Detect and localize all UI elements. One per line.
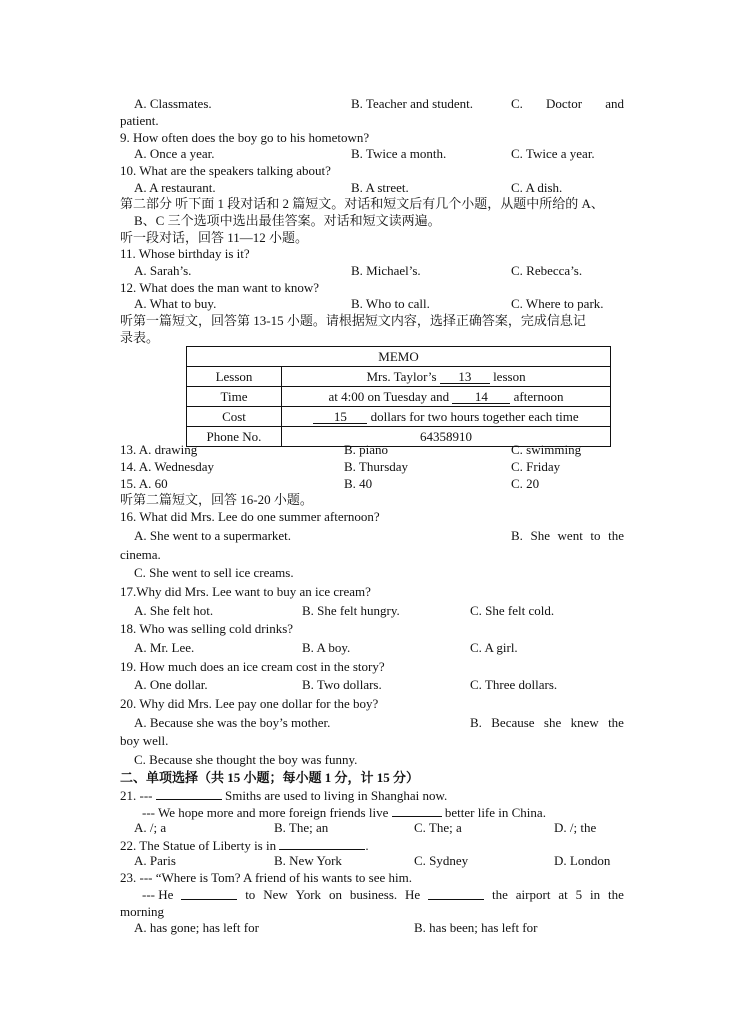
memo-table — [186, 346, 611, 447]
section2-heading: 二、单项选择（共 15 小题；每小题 1 分，计 15 分） — [120, 770, 420, 785]
q21-text: --- We hope more and more foreign friends live — [142, 805, 389, 820]
q23-word: the — [492, 887, 508, 902]
q20-stem: 20. Why did Mrs. Lee pay one dollar for the boy? — [120, 696, 379, 711]
memo-time-value — [282, 387, 611, 407]
blank-line — [428, 887, 484, 900]
passage2-instruction: 听第二篇短文，回答 16-20 小题。 — [120, 492, 313, 507]
q16-stem: 16. What did Mrs. Lee do one summer afternoon? — [120, 509, 380, 524]
q10-option-b: B. A street. — [351, 180, 409, 195]
memo-lesson-row — [187, 367, 611, 387]
q22-text: . — [365, 838, 369, 853]
q11-option-b: B. Michael’s. — [351, 263, 421, 278]
q19-option-a: A. One dollar. — [134, 677, 208, 692]
memo-cost-label: Cost — [187, 407, 282, 427]
q23-word: business. — [349, 887, 398, 902]
q11-option-c: C. Rebecca’s. — [511, 263, 583, 278]
q21-text: Smiths are used to living in Shanghai now. — [225, 788, 448, 803]
q21-option-d: D. /; the — [554, 820, 597, 835]
part2-instruction: 第二部分 听下面 1 段对话和 2 篇短文。对话和短文后有几个小题，从题中所给的 A、 — [120, 196, 604, 211]
q15-option-a: 15. A. 60 — [120, 476, 168, 491]
q23-word: to — [245, 887, 256, 902]
q22-stem — [120, 837, 369, 854]
q16-b-word: to — [590, 528, 601, 543]
q23-word: at — [558, 887, 568, 902]
memo-cost-value — [282, 407, 611, 427]
memo-lesson-text: lesson — [493, 368, 526, 384]
q21-option-c: C. The; a — [414, 820, 462, 835]
q9-stem: 9. How often does the boy go to his hometown? — [120, 130, 370, 145]
q20-b-word: B. — [470, 715, 482, 730]
q12-option-a: A. What to buy. — [134, 296, 217, 311]
q17-stem: 17.Why did Mrs. Lee want to buy an ice cream? — [120, 584, 371, 599]
q16-option-c: C. She went to sell ice creams. — [134, 565, 294, 580]
q10-stem: 10. What are the speakers talking about? — [120, 163, 331, 178]
q19-option-b: B. Two dollars. — [302, 677, 382, 692]
blank-line — [279, 837, 365, 850]
q23-word: --- He — [142, 887, 174, 902]
q19-stem: 19. How much does an ice cream cost in the story? — [120, 659, 385, 674]
q16-option-b-cont: cinema. — [120, 547, 161, 562]
q20-option-a: A. Because she was the boy’s mother. — [134, 715, 331, 730]
q23-option-a: A. has gone; has left for — [134, 920, 259, 935]
q17-option-b: B. She felt hungry. — [302, 603, 400, 618]
q18-option-b: B. A boy. — [302, 640, 351, 655]
q18-option-c: C. A girl. — [470, 640, 518, 655]
q22-text: 22. The Statue of Liberty is in — [120, 838, 277, 853]
q13-option-a: 13. A. drawing — [120, 442, 198, 457]
memo-cost-row — [187, 407, 611, 427]
memo-phone-value: 64358910 — [282, 427, 611, 447]
q15-option-c: C. 20 — [511, 476, 540, 491]
blank-line — [392, 804, 442, 817]
memo-phone-label: Phone No. — [187, 427, 282, 447]
passage1-instruction-cont: 录表。 — [120, 330, 160, 345]
dialogue-instruction: 听一段对话，回答 11—12 小题。 — [120, 230, 309, 245]
q12-option-b: B. Who to call. — [351, 296, 430, 311]
q8-c-word: Doctor — [546, 96, 583, 111]
q8-option-c-cont: patient. — [120, 113, 159, 128]
q18-option-a: A. Mr. Lee. — [134, 640, 195, 655]
q16-b-word: She — [530, 528, 550, 543]
answer-blank-13: 13 — [440, 370, 490, 384]
q21-line1 — [120, 787, 447, 804]
q20-option-b — [470, 715, 624, 731]
q21-option-b: B. The; an — [274, 820, 329, 835]
q9-option-b: B. Twice a month. — [351, 146, 447, 161]
q22-option-b: B. New York — [274, 853, 342, 868]
q9-option-c: C. Twice a year. — [511, 146, 595, 161]
q11-stem: 11. Whose birthday is it? — [120, 246, 250, 261]
q22-option-c: C. Sydney — [414, 853, 469, 868]
memo-lesson-value — [282, 367, 611, 387]
q16-b-word: B. — [511, 528, 523, 543]
q20-option-c: C. Because she thought the boy was funny. — [134, 752, 358, 767]
blank-line — [181, 887, 237, 900]
q20-b-word: she — [543, 715, 562, 730]
part2-instruction-cont: B、C 三个选项中选出最佳答案。对话和短文读两遍。 — [134, 213, 441, 228]
q17-option-a: A. She felt hot. — [134, 603, 214, 618]
q8-c-word: and — [605, 96, 624, 111]
passage1-instruction: 听第一篇短文，回答第 13-15 小题。请根据短文内容，选择正确答案，完成信息记 — [120, 313, 586, 328]
q8-option-c — [511, 96, 624, 112]
q23-word: the — [608, 887, 624, 902]
answer-blank-15: 15 — [313, 410, 367, 424]
memo-time-row — [187, 387, 611, 407]
q22-option-d: D. London — [554, 853, 611, 868]
q13-option-b: B. piano — [344, 442, 389, 457]
q14-option-b: B. Thursday — [344, 459, 409, 474]
q21-line2 — [142, 804, 546, 821]
answer-blank-14: 14 — [452, 390, 510, 404]
q16-option-b — [511, 528, 624, 544]
q8-option-a: A. Classmates. — [134, 96, 212, 111]
q11-option-a: A. Sarah’s. — [134, 263, 192, 278]
q10-option-a: A. A restaurant. — [134, 180, 216, 195]
memo-time-label: Time — [187, 387, 282, 407]
q20-option-b-cont: boy well. — [120, 733, 169, 748]
q16-b-word: the — [608, 528, 624, 543]
q14-option-c: C. Friday — [511, 459, 561, 474]
q23-line3: morning — [120, 904, 165, 919]
q12-option-c: C. Where to park. — [511, 296, 604, 311]
q12-stem: 12. What does the man want to know? — [120, 280, 320, 295]
q21-text: 21. --- — [120, 788, 153, 803]
q23-word: He — [405, 887, 421, 902]
q10-option-c: C. A dish. — [511, 180, 563, 195]
q23-line1: 23. --- “Where is Tom? A friend of his wants to see him. — [120, 870, 413, 885]
q20-b-word: the — [608, 715, 624, 730]
q23-word: New — [263, 887, 288, 902]
q23-line2 — [142, 887, 624, 903]
memo-lesson-label: Lesson — [187, 367, 282, 387]
memo-title-row — [187, 347, 611, 367]
q8-c-word: C. — [511, 96, 523, 111]
memo-time-text: at 4:00 on Tuesday and — [328, 388, 450, 404]
blank-line — [156, 787, 222, 800]
q8-option-b: B. Teacher and student. — [351, 96, 473, 111]
q23-word: 5 — [575, 887, 583, 902]
q22-option-a: A. Paris — [134, 853, 176, 868]
q21-text: better life in China. — [444, 805, 546, 820]
q23-word: airport — [515, 887, 551, 902]
q18-stem: 18. Who was selling cold drinks? — [120, 621, 294, 636]
q20-b-word: Because — [491, 715, 535, 730]
memo-lesson-text: Mrs. Taylor’s — [366, 368, 437, 384]
memo-cost-text: dollars for two hours together each time — [370, 408, 579, 424]
q23-word: on — [328, 887, 342, 902]
q23-word: York — [295, 887, 322, 902]
q14-option-a: 14. A. Wednesday — [120, 459, 215, 474]
memo-time-text: afternoon — [513, 388, 564, 404]
q23-word: in — [590, 887, 601, 902]
q9-option-a: A. Once a year. — [134, 146, 215, 161]
q20-b-word: knew — [570, 715, 599, 730]
q15-option-b: B. 40 — [344, 476, 373, 491]
q13-option-c: C. swimming — [511, 442, 582, 457]
q19-option-c: C. Three dollars. — [470, 677, 558, 692]
memo-title: MEMO — [187, 347, 611, 367]
q16-b-word: went — [557, 528, 583, 543]
q23-option-b: B. has been; has left for — [414, 920, 538, 935]
q21-option-a: A. /; a — [134, 820, 167, 835]
q17-option-c: C. She felt cold. — [470, 603, 555, 618]
q16-option-a: A. She went to a supermarket. — [134, 528, 292, 543]
